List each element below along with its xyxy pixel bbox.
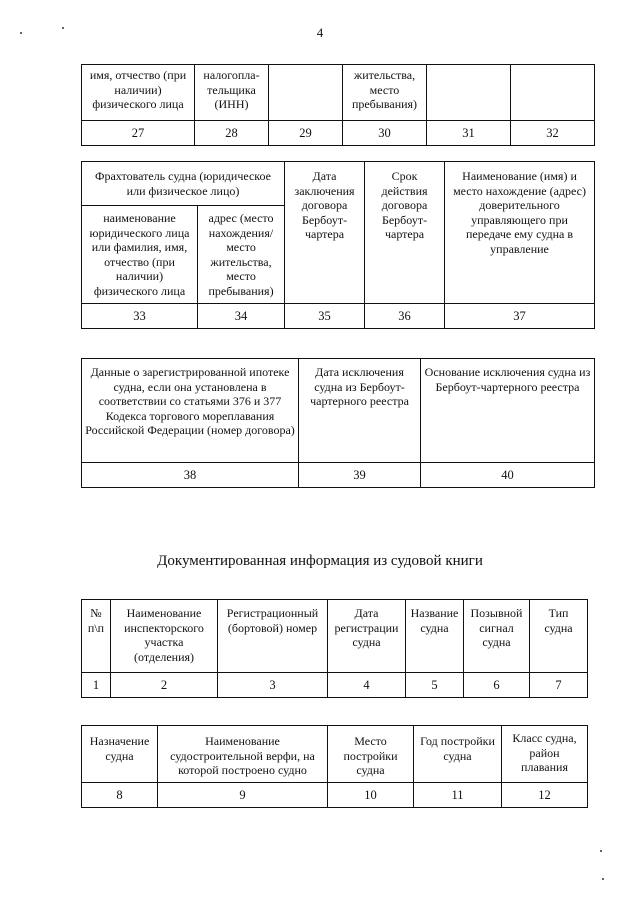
registry-table-part-1 [81,64,595,146]
page-number: 4 [316,25,324,40]
column-number: 4 [328,673,406,698]
ship-book-table-part-2 [81,725,588,808]
header-cell: имя, отчество (при наличии) физического лица [82,65,195,121]
header-cell: Срок действия договора Бербоут-чартера [365,162,445,304]
column-number: 39 [299,463,421,488]
column-number: 36 [365,304,445,329]
column-number: 5 [406,673,464,698]
column-number: 11 [414,783,502,808]
column-number: 7 [530,673,588,698]
header-cell: Наименование инспекторского участка (отделения) [111,600,218,673]
header-cell: Данные о зарегистрированной ипотеке судна, если она установлена в соответствии со статьями 376 и 377 Кодекса торгового мореплавания Российской Федерации (номер договора) [82,359,299,463]
column-number: 1 [82,673,111,698]
header-cell: Назначение судна [82,726,158,783]
column-number: 30 [343,121,427,146]
column-number: 8 [82,783,158,808]
header-cell [269,65,343,121]
header-cell: Основание исключения судна из Бербоут-чартерного реестра [421,359,595,463]
header-cell: жительства, место пребывания) [343,65,427,121]
header-cell: Дата исключения судна из Бербоут-чартерного реестра [299,359,421,463]
header-cell: Год постройки судна [414,726,502,783]
column-number: 34 [198,304,285,329]
column-number: 29 [269,121,343,146]
header-cell [511,65,595,121]
header-cell: Регистрационный (бортовой) номер [218,600,328,673]
header-cell: наименование юридического лица или фамилия, имя, отчество (при наличии) физического лица [82,206,198,304]
registry-table-part-3 [81,358,595,488]
column-number: 6 [464,673,530,698]
scan-speck [600,850,602,852]
header-cell: № п\п [82,600,111,673]
column-number: 28 [195,121,269,146]
section-title: Документированная информация из судовой книги [157,553,483,569]
header-cell: Дата заключения договора Бербоут-чартера [285,162,365,304]
header-cell: адрес (место нахождения/ место жительства, место пребывания) [198,206,285,304]
charterer-group-header: Фрахтователь судна (юридическое или физическое лицо) [82,162,285,206]
header-cell [427,65,511,121]
column-number: 27 [82,121,195,146]
column-number: 12 [502,783,588,808]
registry-table-part-2 [81,161,595,329]
column-number: 2 [111,673,218,698]
column-number: 32 [511,121,595,146]
ship-book-table-part-1 [81,599,588,698]
header-cell: Класс судна, район плавания [502,726,588,783]
column-number: 31 [427,121,511,146]
header-cell: налогопла-тельщика (ИНН) [195,65,269,121]
header-cell: Наименование судостроительной верфи, на которой построено судно [158,726,328,783]
column-number: 3 [218,673,328,698]
column-number: 10 [328,783,414,808]
column-number: 38 [82,463,299,488]
header-cell: Позывной сигнал судна [464,600,530,673]
scan-speck [602,878,604,880]
header-cell: Дата регистрации судна [328,600,406,673]
column-number: 33 [82,304,198,329]
column-number: 37 [445,304,595,329]
column-number: 9 [158,783,328,808]
column-number: 40 [421,463,595,488]
header-cell: Наименование (имя) и место нахождение (адрес) доверительного управляющего при передаче ему судна в управление [445,162,595,304]
header-cell: Место постройки судна [328,726,414,783]
column-number: 35 [285,304,365,329]
header-cell: Название судна [406,600,464,673]
header-cell: Тип судна [530,600,588,673]
